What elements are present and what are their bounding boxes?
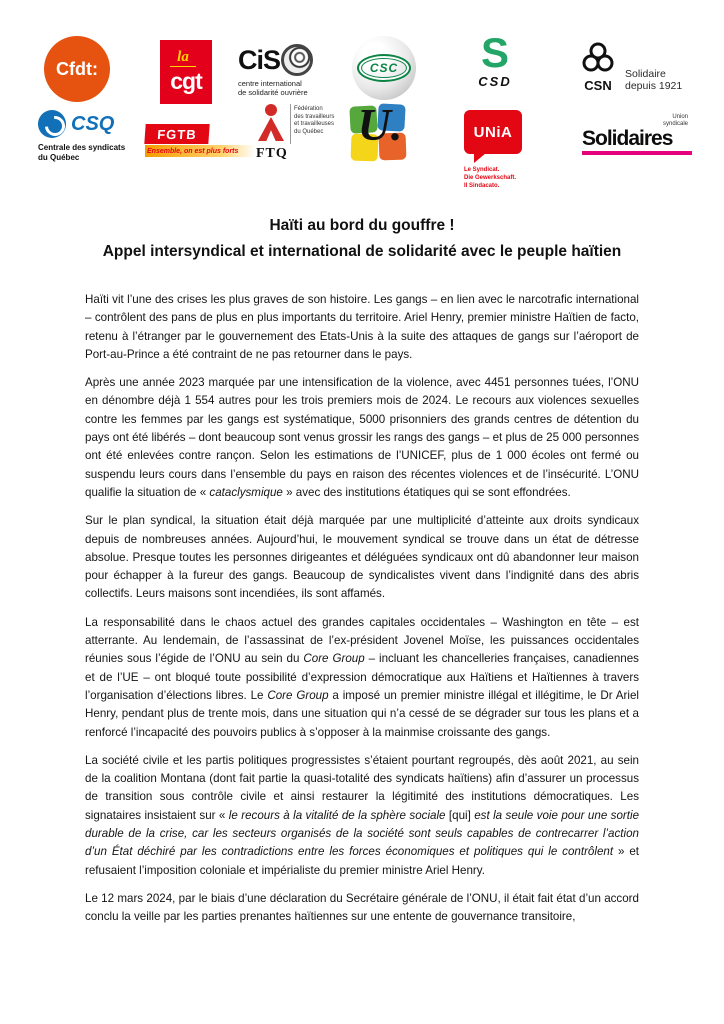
paragraph: Sur le plan syndical, la situation était déjà marquée par une multiplicité d’atteinte aux droits syndicaux depuis de nombreuses années. Aujourd’hui, le mouvement syndical se trouve dans un état de détresse absolue. Presque toutes les personnes dirigeantes et déléguées syndicaux ont dû abandonner leur maison pour échapper à la fureur des gangs. Beaucoup de syndicalistes vivent dans l’indignité dans des abris collectifs. Leurs maisons sont incendiées, ils sont affamés. [85,514,639,601]
paragraph: La société civile et les partis politiques progressistes s’étaient pourtant regroupés, dès août 2021, au sein de la coalition Montana (dont fait partie la quasi-totalité des syndicats haïtiens) afin d’assurer un processus de transition sous contrôle civile et ainsi restaurer la légitimité des institutions démocratiques. Les signataires insistaient sur « le recours à la vitalité de la sphère sociale [qui] est la seule voie pour une sortie durable de la crise, car les secteurs organisés de la société sont seuls capables de contrecarrer l’action d’un État déchiré par les contradictions entre les forces économiques et politiques qui le contrôlent » et refusaient l’imposition coloniale et impérialiste du premier ministre Ariel Henry. [85,753,640,877]
unia-logo [464,110,540,190]
csn-tagline-2: depuis 1921 [625,80,683,92]
csn-logo-label: CSN [584,78,612,93]
ftq-subtitle-4: du Québec [294,128,324,135]
ciso-logo-label: CiS [238,45,281,75]
cgt-logo-label: cgt [170,68,202,94]
ftq-subtitle-2: des travailleurs [294,113,335,120]
cfdt-logo-label: Cfdt: [56,58,98,79]
ftq-person-icon [256,104,286,144]
fgtb-logo [145,124,255,157]
ftq-subtitle-3: et travailleuses [294,121,335,127]
csq-logo [38,110,148,163]
ftq-logo [256,104,344,162]
solidaires-underline [582,151,692,155]
unia-tagline-3: Il Sindacato. [464,183,500,189]
document-title-line-2: Appel intersyndical et international de solidarité avec le peuple haïtien [102,243,622,260]
csq-subtitle-2: du Québec [38,153,80,162]
unia-tagline-2: Die Gewerkschaft. [464,175,517,181]
fgtb-box-icon [144,124,209,144]
unsa-logo [350,99,410,166]
fgtb-strip [145,145,255,157]
csn-logo [576,42,688,92]
document-content [85,213,639,937]
solidaires-sup-1: Union [672,114,688,120]
unia-bubble-icon [464,110,522,154]
solidaires-logo [582,114,692,155]
document-body [85,291,639,927]
paragraph: La responsabilité dans le chaos actuel des grandes capitales occidentales – Washington en tête – est atterrante. Au lendemain, de l’assassinat de l’ex-président Jovenel Moïse, les puissances occidentales réunies sous l’égide de l’ONU au sein du Core Group – incluant les chancelleries françaises, canadiennes et de l’UE – ont bloqué toute possibilité d’expression démocratique aux Haïtiens et Haïtiennes à travers l’organisation d’élections libres. Le Core Group a imposé un premier ministre illégal et illégitime, le Dr Ariel Henry, pendant plus de trente mois, dans une situation qui n’a cessé de se dégrader sur tous les plans et a renforcé l’incapacité des pouvoirs publics à s’opposer à la mainmise croissante des gangs. [85,615,640,739]
csd-logo [464,29,526,89]
ciso-logo-subtitle-2: de solidarité ouvrière [238,88,308,97]
ftq-logo-label: FTQ [256,146,288,161]
paragraph: Le 12 mars 2024, par le biais d’une déclaration du Secrétaire générale de l’ONU, il était fait état d’un accord conclu la veille par les parties prenantes haïtiennes sur une entente de gouvernance transitoire, [85,891,639,924]
csq-subtitle-1: Centrale des syndicats [38,143,126,152]
csq-logo-label: CSQ [71,112,115,135]
csc-oval-icon [357,54,411,82]
unia-tagline-1: Le Syndicat. [464,167,500,173]
document-title-line-1: Haïti au bord du gouffre ! [269,217,455,234]
unia-logo-label: UNiA [473,123,513,141]
csc-logo [352,36,416,100]
unsa-logo-label: U. [357,99,403,150]
solidaires-logo-label: Solidaires [582,127,673,150]
cgt-logo [160,40,212,104]
csq-swirl-icon [38,110,66,138]
csn-emblem-icon [580,42,616,74]
csc-logo-label: CSC [369,61,399,75]
fgtb-tagline: Ensemble, on est plus forts [147,147,239,155]
fgtb-logo-label: FGTB [156,126,198,142]
solidaires-sup-2: syndicale [662,121,688,127]
csn-tagline-1: Solidaire [625,68,666,80]
ciso-logo [238,44,342,97]
cfdt-logo [44,36,110,102]
spiral-icon [281,44,313,76]
paragraph: Après une année 2023 marquée par une intensification de la violence, avec 4451 personnes tuées, l’ONU en dénombre déjà 1 554 autres pour les trois premiers mois de 2024. Le recours aux violences sexuelles contre les femmes par les gangs est systématique, 5000 prisonniers des grands centres de détention du pays ont été libérés – dont beaucoup sont venus grossir les rangs des gangs – et plus de 25 000 personnes ont été enlevées contre rançon. Selon les estimations de l’UNICEF, plus de 1 000 écoles ont fermé ou suspendu leurs cours dans l’ensemble du pays en raison des récentes violences et de l’insécurité. L’ONU qualifie la situation de « cataclysmique » avec des institutions étatiques qui se sont effondrées. [85,376,639,499]
ciso-logo-subtitle-1: centre international [238,79,302,88]
csd-logo-label: CSD [478,74,512,89]
csd-s-icon: S [480,29,509,76]
paragraph: Haïti vit l’une des crises les plus graves de son histoire. Les gangs – en lien avec le narcotrafic international – contrôlent des pans de plus en plus importants du territoire. Ariel Henry, premier ministre Haïtien de facto, retenu à l’étranger par le gouvernement des Etats-Unis à la suite des attaques de gangs sur l’aéroport de Port-au-Prince a été contraint de ne pas retourner dans le pays. [85,293,639,361]
ftq-subtitle-1: Fédération [294,106,323,112]
cgt-logo-la: la [170,48,196,67]
